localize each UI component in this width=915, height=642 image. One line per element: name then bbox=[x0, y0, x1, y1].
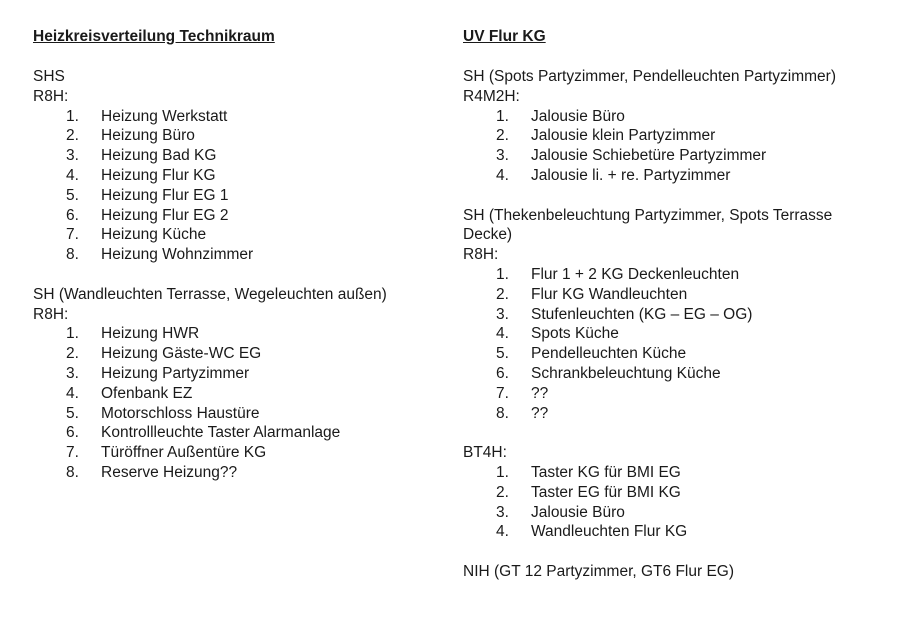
list-item bbox=[33, 423, 453, 443]
item-text: Flur 1 + 2 KG Deckenleuchten bbox=[531, 265, 740, 283]
item-text: Motorschloss Haustüre bbox=[101, 404, 260, 422]
left-group-2 bbox=[33, 285, 453, 483]
list-item bbox=[463, 404, 903, 424]
item-text: Heizung Wohnzimmer bbox=[101, 246, 254, 264]
group-header: SH (Spots Partyzimmer, Pendelleuchten Partyzimmer) bbox=[463, 68, 836, 85]
item-number: 4. bbox=[496, 325, 509, 343]
item-text: Flur KG Wandleuchten bbox=[531, 285, 688, 303]
item-text: Heizung Büro bbox=[101, 127, 195, 145]
list-item bbox=[463, 463, 903, 483]
item-number: 3. bbox=[66, 147, 79, 165]
item-text: Taster KG für BMI EG bbox=[531, 463, 681, 481]
item-text: Reserve Heizung?? bbox=[101, 463, 238, 481]
item-text: Heizung Flur EG 1 bbox=[101, 186, 229, 204]
right-group-2 bbox=[463, 206, 903, 424]
list-item bbox=[33, 126, 453, 146]
list-item bbox=[463, 107, 903, 127]
list-item bbox=[463, 285, 903, 305]
item-number: 3. bbox=[66, 364, 79, 382]
item-text: Heizung Werkstatt bbox=[101, 107, 228, 125]
item-number: 1. bbox=[66, 325, 79, 343]
item-text: Spots Küche bbox=[531, 325, 619, 343]
item-number: 7. bbox=[496, 384, 509, 402]
item-text: Schrankbeleuchtung Küche bbox=[531, 364, 721, 382]
list-item bbox=[463, 324, 903, 344]
list-item bbox=[33, 443, 453, 463]
item-text: Heizung HWR bbox=[101, 325, 200, 343]
right-group-3 bbox=[463, 443, 903, 542]
item-number: 4. bbox=[496, 523, 509, 541]
item-number: 7. bbox=[66, 226, 79, 244]
footer-line: NIH (GT 12 Partyzimmer, GT6 Flur EG) bbox=[463, 562, 735, 580]
left-column bbox=[33, 27, 453, 483]
list-item bbox=[33, 364, 453, 384]
item-number: 2. bbox=[66, 127, 79, 145]
spacer bbox=[463, 186, 903, 206]
item-text: Wandleuchten Flur KG bbox=[531, 523, 688, 541]
item-text: Jalousie Büro bbox=[531, 107, 625, 125]
item-text: Heizung Küche bbox=[101, 226, 207, 244]
item-text: Kontrollleuchte Taster Alarmanlage bbox=[101, 424, 341, 442]
right-column bbox=[463, 27, 903, 582]
item-number: 4. bbox=[66, 166, 79, 184]
item-text: Taster EG für BMI KG bbox=[531, 483, 681, 501]
item-number: 1. bbox=[496, 463, 509, 481]
list-item bbox=[463, 522, 903, 542]
spacer bbox=[33, 265, 453, 285]
item-text: Heizung Gäste-WC EG bbox=[101, 345, 262, 363]
list-item bbox=[463, 146, 903, 166]
spacer bbox=[463, 423, 903, 443]
list-item bbox=[463, 126, 903, 146]
item-text: Jalousie li. + re. Partyzimmer bbox=[531, 166, 731, 184]
numbered-list bbox=[463, 107, 903, 186]
item-text: ?? bbox=[531, 404, 549, 422]
group-header: SH (Wandleuchten Terrasse, Wegeleuchten außen) bbox=[33, 285, 387, 303]
item-text: Pendelleuchten Küche bbox=[531, 345, 687, 363]
item-number: 2. bbox=[496, 285, 509, 303]
list-item bbox=[33, 206, 453, 226]
group-subheader: R4M2H: bbox=[463, 87, 520, 105]
item-text: Jalousie Büro bbox=[531, 503, 625, 521]
list-item bbox=[463, 344, 903, 364]
group-header: BT4H: bbox=[463, 444, 507, 462]
item-number: 8. bbox=[66, 463, 79, 481]
item-number: 1. bbox=[66, 107, 79, 125]
item-number: 5. bbox=[66, 186, 79, 204]
item-number: 7. bbox=[66, 444, 79, 462]
item-text: Jalousie Schiebetüre Partyzimmer bbox=[531, 147, 767, 165]
item-number: 2. bbox=[496, 127, 509, 145]
group-subheader: R8H: bbox=[463, 246, 499, 264]
list-item bbox=[463, 305, 903, 325]
item-text: Stufenleuchten (KG – EG – OG) bbox=[531, 305, 753, 323]
list-item bbox=[33, 186, 453, 206]
item-text: Jalousie klein Partyzimmer bbox=[531, 127, 716, 145]
item-number: 8. bbox=[496, 404, 509, 422]
group-header: SH (Thekenbeleuchtung Partyzimmer, Spots Terrasse bbox=[463, 206, 833, 224]
item-text: Heizung Partyzimmer bbox=[101, 364, 250, 382]
item-number: 3. bbox=[496, 305, 509, 323]
numbered-list bbox=[33, 324, 453, 482]
item-number: 8. bbox=[66, 246, 79, 264]
list-item bbox=[33, 384, 453, 404]
item-number: 2. bbox=[66, 345, 79, 363]
group-subheader: R8H: bbox=[33, 87, 69, 105]
item-number: 6. bbox=[496, 364, 509, 382]
left-group-1 bbox=[33, 67, 453, 265]
item-text: Heizung Flur EG 2 bbox=[101, 206, 229, 224]
list-item bbox=[33, 245, 453, 265]
left-title: Heizkreisverteilung Technikraum bbox=[33, 28, 275, 45]
group-header: SHS bbox=[33, 68, 65, 85]
right-group-1 bbox=[463, 67, 903, 186]
list-item bbox=[463, 483, 903, 503]
spacer bbox=[463, 542, 903, 562]
numbered-list bbox=[33, 107, 453, 265]
right-title: UV Flur KG bbox=[463, 28, 546, 45]
list-item bbox=[33, 166, 453, 186]
item-text: Heizung Bad KG bbox=[101, 147, 217, 165]
item-number: 1. bbox=[496, 265, 509, 283]
list-item bbox=[463, 265, 903, 285]
list-item bbox=[33, 107, 453, 127]
item-text: Heizung Flur KG bbox=[101, 166, 216, 184]
item-number: 3. bbox=[496, 503, 509, 521]
list-item bbox=[463, 166, 903, 186]
list-item bbox=[33, 404, 453, 424]
item-number: 4. bbox=[496, 166, 509, 184]
item-number: 6. bbox=[66, 206, 79, 224]
item-number: 1. bbox=[496, 107, 509, 125]
item-number: 4. bbox=[66, 384, 79, 402]
list-item bbox=[463, 364, 903, 384]
list-item bbox=[33, 324, 453, 344]
list-item bbox=[33, 146, 453, 166]
list-item bbox=[463, 384, 903, 404]
list-item bbox=[463, 503, 903, 523]
numbered-list bbox=[463, 265, 903, 423]
item-number: 3. bbox=[496, 147, 509, 165]
item-number: 5. bbox=[66, 404, 79, 422]
item-number: 5. bbox=[496, 345, 509, 363]
group-header-continued: Decke) bbox=[463, 226, 513, 244]
item-text: Ofenbank EZ bbox=[101, 384, 193, 402]
numbered-list bbox=[463, 463, 903, 542]
list-item bbox=[33, 463, 453, 483]
item-text: ?? bbox=[531, 384, 549, 402]
group-subheader: R8H: bbox=[33, 305, 69, 323]
list-item bbox=[33, 225, 453, 245]
item-text: Türöffner Außentüre KG bbox=[101, 444, 267, 462]
item-number: 6. bbox=[66, 424, 79, 442]
item-number: 2. bbox=[496, 483, 509, 501]
list-item bbox=[33, 344, 453, 364]
